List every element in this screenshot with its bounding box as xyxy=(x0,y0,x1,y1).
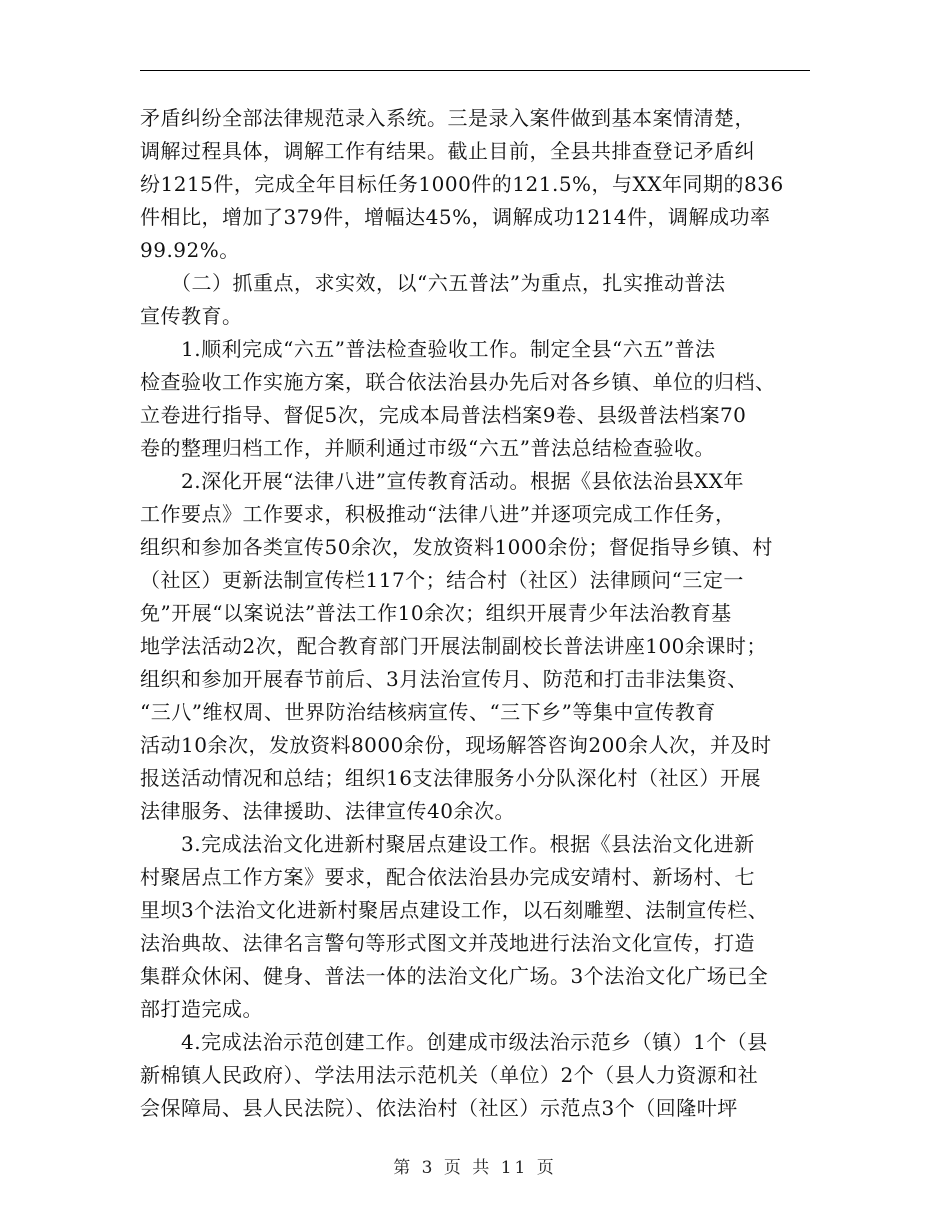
text-line: 99.92%。 xyxy=(140,238,240,262)
section-heading-2 xyxy=(140,267,810,333)
text-line: 卷的整理归档工作，并顺利通过市级“六五”普法总结检查验收。 xyxy=(140,436,715,460)
header-rule xyxy=(140,70,810,71)
document-body xyxy=(140,102,810,1125)
paragraph-item-1 xyxy=(140,333,810,465)
text-line: 矛盾纠纷全部法律规范录入系统。三是录入案件做到基本案情清楚， xyxy=(140,106,755,130)
text-line: “三八”维权周、世界防治结核病宣传、“三下乡”等集中宣传教育 xyxy=(140,700,716,724)
text-line: 宣传教育。 xyxy=(140,304,243,328)
text-line: 组织和参加开展春节前后、3月法治宣传月、防范和打击非法集资、 xyxy=(140,667,748,691)
text-line: 检查验收工作实施方案，联合依法治县办先后对各乡镇、单位的归档、 xyxy=(140,370,776,394)
paragraph-mediation-stats xyxy=(140,102,810,267)
text-line: 部打造完成。 xyxy=(140,997,263,1021)
text-line: 件相比，增加了379件，增幅达45%，调解成功1214件，调解成功率 xyxy=(140,205,771,229)
text-line: 集群众休闲、健身、普法一体的法治文化广场。3个法治文化广场已全 xyxy=(140,964,769,988)
paragraph-item-3 xyxy=(140,828,810,1026)
text-line: 纷1215件，完成全年目标任务1000件的121.5%，与XX年同期的836 xyxy=(140,172,784,196)
text-line: 工作要点》工作要求，积极推动“法律八进”并逐项完成工作任务， xyxy=(140,502,736,526)
text-line: 村聚居点工作方案》要求，配合依法治县办完成安靖村、新场村、七 xyxy=(140,865,755,889)
text-line: （社区）更新法制宣传栏117个；结合村（社区）法律顾问“三定一 xyxy=(140,568,744,592)
paragraph-item-4 xyxy=(140,1026,810,1125)
page-number-footer: 第 3 页 共 11 页 xyxy=(393,1158,557,1178)
text-line: 法治典故、法律名言警句等形式图文并茂地进行法治文化宣传，打造 xyxy=(140,931,755,955)
text-line: 地学法活动2次，配合教育部门开展法制副校长普法讲座100余课时； xyxy=(140,634,767,658)
text-line: 法律服务、法律援助、法律宣传40余次。 xyxy=(140,799,515,823)
paragraph-item-2 xyxy=(140,465,810,828)
text-line: 免”开展“以案说法”普法工作10余次；组织开展青少年法治教育基 xyxy=(140,601,732,625)
text-line: 3.完成法治文化进新村聚居点建设工作。根据《县法治文化进新 xyxy=(140,832,755,856)
text-line: 组织和参加各类宣传50余次，发放资料1000余份；督促指导乡镇、村 xyxy=(140,535,773,559)
text-line: 调解过程具体，调解工作有结果。截止目前，全县共排查登记矛盾纠 xyxy=(140,139,755,163)
text-line: 会保障局、县人民法院）、依法治村（社区）示范点3个（回隆叶坪 xyxy=(140,1096,738,1120)
text-line: 报送活动情况和总结；组织16支法律服务小分队深化村（社区）开展 xyxy=(140,766,761,790)
text-line: 4.完成法治示范创建工作。创建成市级法治示范乡（镇）1个（县 xyxy=(140,1030,768,1054)
text-line: 立卷进行指导、督促5次，完成本局普法档案9卷、县级普法档案70 xyxy=(140,403,747,427)
text-line: 2.深化开展“法律八进”宣传教育活动。根据《县依法治县XX年 xyxy=(140,469,745,493)
text-line: （二）抓重点，求实效，以“六五普法”为重点，扎实推动普法 xyxy=(140,271,726,295)
text-line: 1.顺利完成“六五”普法检查验收工作。制定全县“六五”普法 xyxy=(140,337,716,361)
text-line: 活动10余次，发放资料8000余份，现场解答咨询200余人次，并及时 xyxy=(140,733,772,757)
text-line: 里坝3个法治文化进新村聚居点建设工作，以石刻雕塑、法制宣传栏、 xyxy=(140,898,769,922)
text-line: 新棉镇人民政府）、学法用法示范机关（单位）2个（县人力资源和社 xyxy=(140,1063,759,1087)
